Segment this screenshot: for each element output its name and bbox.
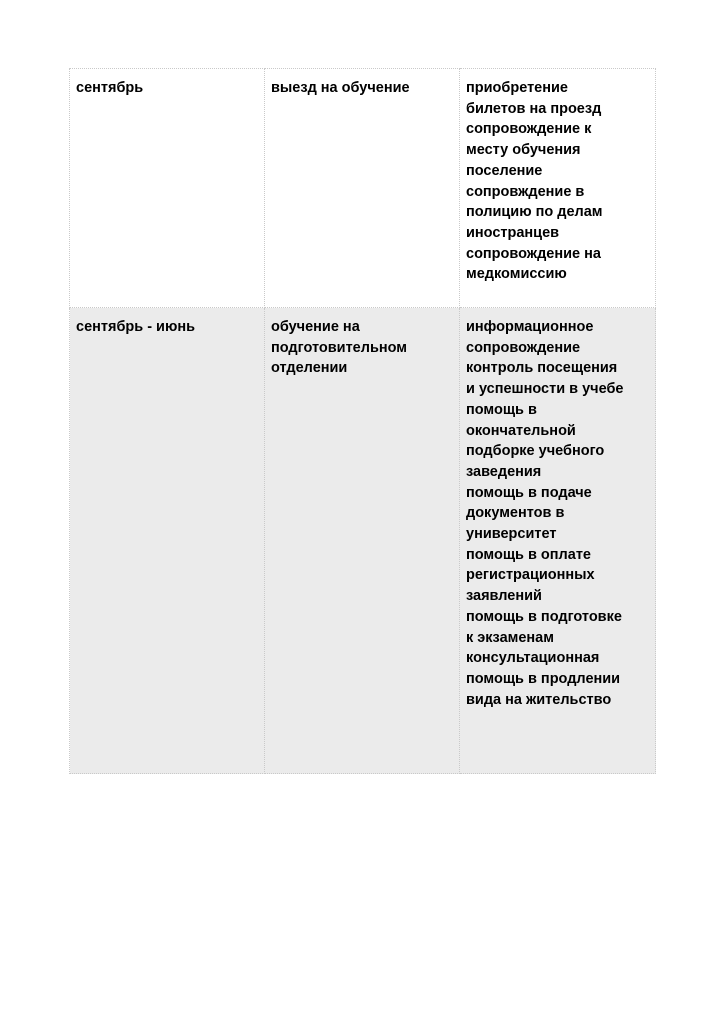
period-text: сентябрь - июнь bbox=[76, 319, 196, 335]
service-line: вида на жительство bbox=[466, 691, 612, 708]
stage-line: подготовительном bbox=[271, 339, 408, 356]
service-line: информационное bbox=[466, 319, 594, 335]
service-line: сопровождение bbox=[466, 339, 581, 356]
service-line: сопровждение в bbox=[466, 183, 585, 200]
service-line: поселение bbox=[466, 162, 543, 179]
service-line: регистрационных bbox=[466, 567, 595, 584]
service-line: контроль посещения bbox=[466, 360, 618, 377]
service-line: окончательной bbox=[466, 422, 576, 439]
service-line: медкомиссию bbox=[466, 266, 567, 283]
service-line: месту обучения bbox=[466, 142, 581, 159]
service-line: заявлений bbox=[466, 588, 542, 605]
service-line: и успешности в учебе bbox=[466, 381, 624, 398]
service-line: полицию по делам bbox=[466, 204, 603, 221]
service-line: подборке учебного bbox=[466, 443, 605, 460]
services-cell bbox=[460, 308, 656, 774]
table-row bbox=[70, 308, 656, 774]
service-line: заведения bbox=[466, 463, 542, 480]
period-text: сентябрь bbox=[76, 80, 144, 96]
service-line: к экзаменам bbox=[466, 629, 554, 646]
stage-cell bbox=[265, 308, 460, 774]
service-line: сопровождение к bbox=[466, 121, 592, 138]
service-line: университет bbox=[466, 526, 557, 543]
service-line: приобретение bbox=[466, 80, 568, 96]
services-cell bbox=[460, 69, 656, 308]
stage-cell bbox=[265, 69, 460, 308]
stage-line: выезд на обучение bbox=[271, 80, 410, 96]
stage-line: отделении bbox=[271, 360, 348, 377]
table-row bbox=[70, 69, 656, 308]
service-line: помощь в bbox=[466, 401, 537, 418]
period-cell bbox=[70, 69, 265, 308]
service-line: помощь в продлении bbox=[466, 670, 621, 687]
period-cell bbox=[70, 308, 265, 774]
service-line: помощь в подготовке bbox=[466, 608, 622, 625]
service-line: помощь в подаче bbox=[466, 484, 592, 501]
stage-line: обучение на bbox=[271, 319, 360, 335]
service-line: сопровождение на bbox=[466, 245, 601, 262]
service-line: документов в bbox=[466, 505, 565, 522]
schedule-table bbox=[69, 68, 656, 774]
service-line: иностранцев bbox=[466, 224, 560, 241]
service-line: помощь в оплате bbox=[466, 546, 591, 563]
service-line: консультационная bbox=[466, 650, 600, 667]
service-line: билетов на проезд bbox=[466, 100, 602, 117]
